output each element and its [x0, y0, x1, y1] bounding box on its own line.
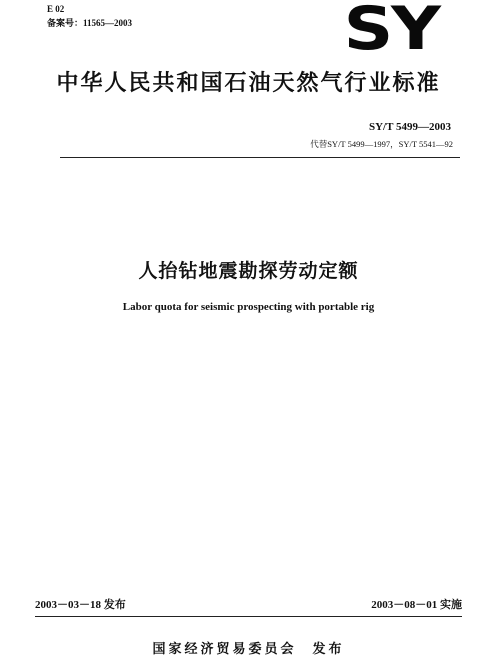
sy-logo: SY [343, 0, 439, 64]
replaces-note: 代替SY/T 5499—1997，SY/T 5541—92 [310, 139, 453, 149]
ics-code: E 02 [47, 4, 65, 14]
filing-number: 备案号：11565—2003 [47, 18, 133, 28]
standard-category-title: 中华人民共和国石油天然气行业标准 [56, 71, 441, 96]
header-divider [60, 157, 460, 158]
implementation-date: 2003－08－01 实施 [371, 599, 462, 611]
document-title-english: Labor quota for seismic prospecting with portable rig [122, 301, 375, 313]
standard-number: SY/T 5499—2003 [368, 121, 451, 133]
footer-divider [35, 616, 462, 617]
document-title: 人抬钻地震勘探劳动定额 [138, 260, 359, 282]
issue-date: 2003－03－18 发布 [35, 599, 126, 611]
publisher: 国家经济贸易委员会 发布 [152, 642, 345, 657]
